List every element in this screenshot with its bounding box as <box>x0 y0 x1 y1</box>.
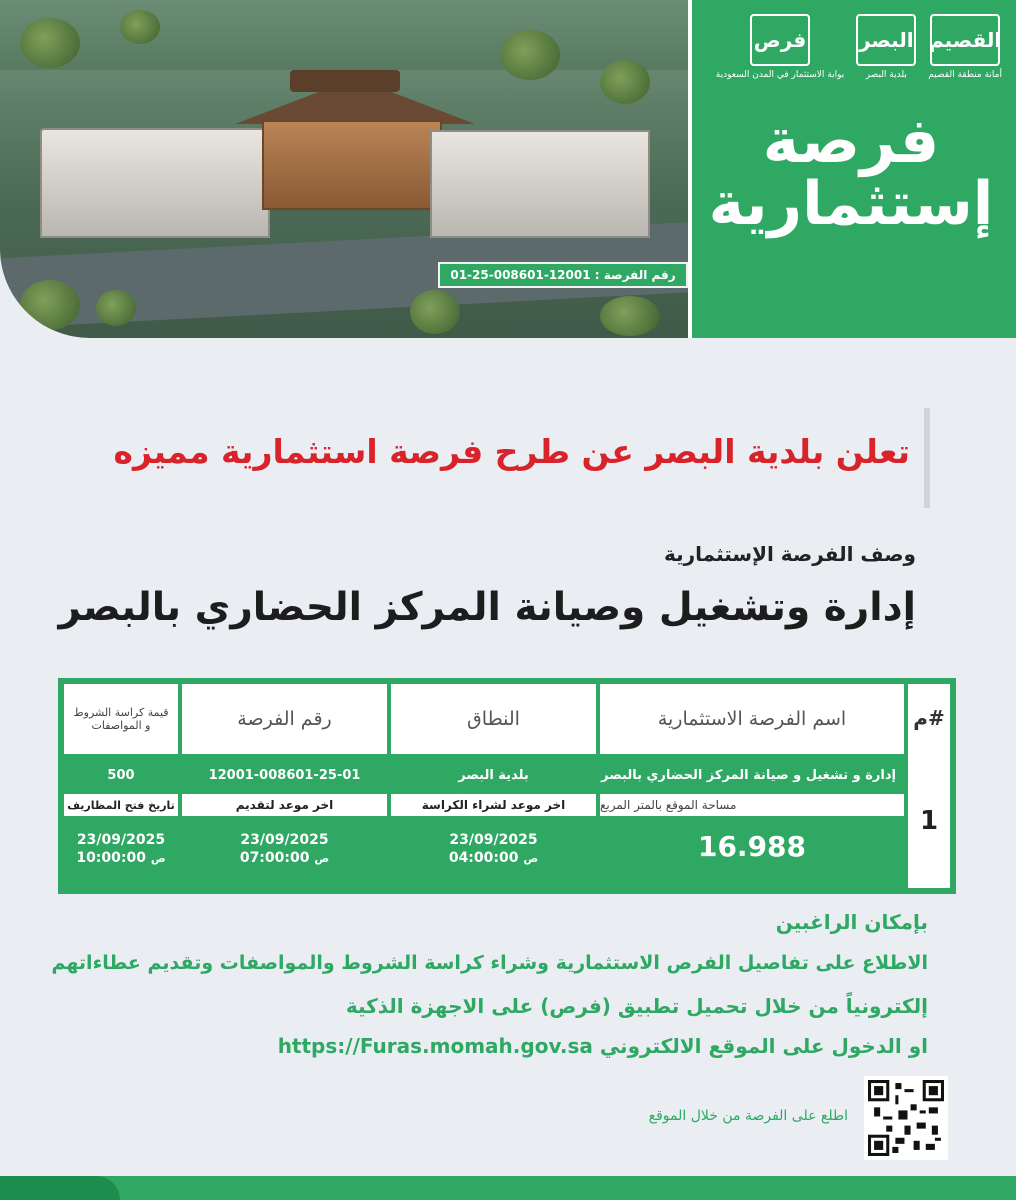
tree <box>96 290 136 326</box>
opening-date-date: 23/09/2025 <box>76 832 166 848</box>
body-line-2: إلكترونياً من خلال تحميل تطبيق (فرص) على الاجهزة الذكية <box>345 994 928 1018</box>
opening-date-time-row <box>64 850 178 868</box>
opportunity-number-tag: رقم الفرصة : 12001-008601-25-01 <box>438 262 688 288</box>
row-index: 1 <box>919 806 939 836</box>
booklet-deadline-label: اخر موعد لشراء الكراسة <box>391 794 596 816</box>
header-booklet-value: قيمة كراسة الشروط و المواصفات <box>64 684 178 754</box>
footer-band <box>0 1176 1016 1200</box>
tree <box>600 296 660 336</box>
building-right-wing <box>430 130 650 238</box>
header-opportunity-name: اسم الفرصة الاستثمارية <box>600 684 904 754</box>
tree <box>500 30 560 80</box>
submit-deadline-ampm: ص <box>314 851 330 865</box>
qassim-logo-caption: أمانة منطقة القصيم <box>928 70 1002 80</box>
body-heading: بإمكان الراغبين <box>775 910 928 934</box>
logos-row <box>715 14 1002 100</box>
cell-opportunity-name: إدارة و تشغيل و صيانة المركز الحضاري بالبصر <box>601 768 896 783</box>
opening-date-time: 10:00:00 <box>76 849 146 866</box>
booklet-deadline-date: 23/09/2025 <box>449 832 538 848</box>
area-label: مساحة الموقع بالمتر المربع <box>600 794 904 816</box>
body-line-3[interactable]: او الدخول على الموقع الالكتروني https://Furas.momah.gov.sa <box>277 1034 928 1058</box>
tree <box>600 60 650 104</box>
furas-logo-mark: فرص <box>750 14 810 66</box>
qr-code-icon <box>868 1080 944 1156</box>
submit-deadline-label: اخر موعد لتقديم <box>182 794 387 816</box>
booklet-deadline-time-row <box>391 850 596 868</box>
tree <box>20 18 80 68</box>
announcement-divider <box>924 408 930 508</box>
qassim-logo-mark: القصيم <box>930 14 1000 66</box>
index-header: #م <box>913 706 945 730</box>
index-column <box>908 684 950 888</box>
header-green-panel <box>688 0 1016 338</box>
furas-logo-caption: بوابة الاستثمار في المدن السعودية <box>715 70 845 80</box>
body-line-1: الاطلاع على تفاصيل الفرص الاستثمارية وشراء كراسة الشروط والمواصفات وتقديم عطاءاتهم <box>51 952 928 974</box>
header-title-line1: فرصة <box>762 104 940 177</box>
furas-logo <box>716 14 845 80</box>
submit-deadline-time: 07:00:00 <box>239 849 310 866</box>
submit-deadline-date: 23/09/2025 <box>240 832 329 848</box>
booklet-deadline-time: 04:00:00 <box>448 849 519 866</box>
header-title-line2: إستثمارية <box>708 169 994 240</box>
opportunity-table <box>58 678 956 894</box>
submit-deadline-time-row <box>182 850 387 868</box>
cell-booklet-value: 500 <box>107 768 135 783</box>
opening-date-label: تاريخ فتح المظاريف <box>64 794 178 816</box>
qr-label: اطلع على الفرصة من خلال الموقع <box>648 1108 848 1124</box>
cell-opportunity-number: 12001-008601-25-01 <box>208 768 361 783</box>
albasr-logo <box>856 14 916 80</box>
tree <box>120 10 160 44</box>
building-roof-top <box>290 70 400 92</box>
photo-sky <box>0 0 700 70</box>
albasr-logo-caption: بلدية البصر <box>865 70 907 80</box>
building-center <box>262 120 442 210</box>
announcement-text: تعلن بلدية البصر عن طرح فرصة استثمارية مميزه <box>113 432 910 471</box>
opening-date <box>64 832 178 867</box>
tree <box>410 290 460 334</box>
booklet-deadline <box>391 832 596 867</box>
header-title <box>706 104 996 240</box>
qassim-logo <box>928 14 1002 80</box>
description-label: وصف الفرصة الإستثمارية <box>664 542 916 566</box>
albasr-logo-mark: البصر <box>856 14 916 66</box>
building-left-wing <box>40 128 270 238</box>
submit-deadline <box>182 832 387 867</box>
description-title: إدارة وتشغيل وصيانة المركز الحضاري بالبصر <box>58 585 916 630</box>
footer-leaf-decoration <box>0 1176 120 1200</box>
area-value: 16.988 <box>697 830 807 863</box>
qr-code[interactable] <box>864 1076 948 1160</box>
header-scope: النطاق <box>391 684 596 754</box>
opening-date-ampm: ص <box>150 851 166 865</box>
cell-scope: بلدية البصر <box>458 768 529 783</box>
tree <box>20 280 80 330</box>
booklet-deadline-ampm: ص <box>523 851 539 865</box>
header-opportunity-number: رقم الفرصة <box>182 684 387 754</box>
